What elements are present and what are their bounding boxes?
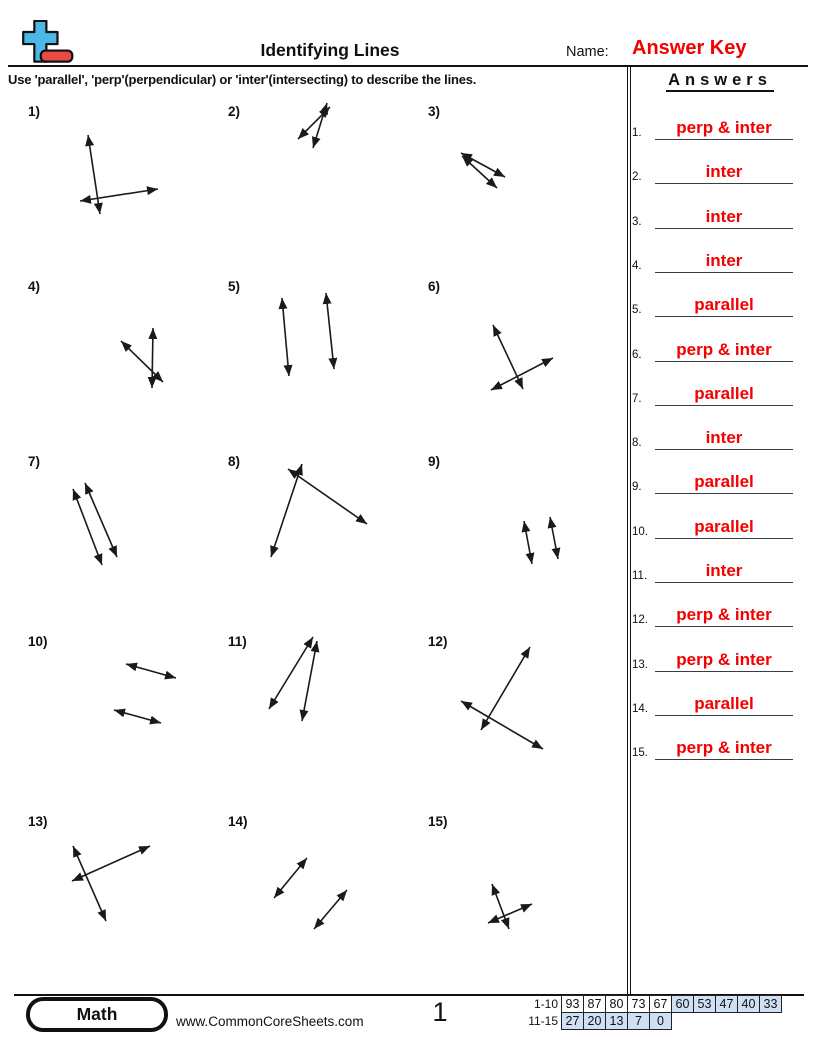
lines-figure xyxy=(420,450,620,622)
score-cell: 0 xyxy=(649,1012,672,1030)
answer-number: 2. xyxy=(632,171,642,184)
score-cell: 27 xyxy=(561,1012,584,1030)
answer-number: 7. xyxy=(632,392,642,405)
answer-text: parallel xyxy=(655,295,793,317)
problem-14 xyxy=(220,810,420,982)
problem-number: 2) xyxy=(228,104,241,119)
problem-number: 14) xyxy=(228,814,248,829)
lines-figure xyxy=(20,810,220,982)
problem-number: 4) xyxy=(28,279,41,294)
lines-figure xyxy=(220,630,420,802)
answer-row-2 xyxy=(630,154,794,184)
lines-figure xyxy=(420,810,620,982)
score-cell: 53 xyxy=(693,995,716,1013)
answer-row-8 xyxy=(630,420,794,450)
score-row-label: 11-15 xyxy=(528,1014,558,1028)
answer-row-9 xyxy=(630,464,794,494)
answer-text: inter xyxy=(655,428,793,450)
problem-number: 7) xyxy=(28,454,41,469)
problem-number: 12) xyxy=(428,634,448,649)
problem-number: 15) xyxy=(428,814,448,829)
page-title: Identifying Lines xyxy=(260,40,400,60)
score-cell: 7 xyxy=(627,1012,650,1030)
answer-row-11 xyxy=(630,553,794,583)
problem-5 xyxy=(220,275,420,447)
answer-text: parallel xyxy=(655,384,793,406)
answers-heading xyxy=(640,71,800,90)
answers-heading-text: Answers xyxy=(666,71,774,92)
answer-row-7 xyxy=(630,376,794,406)
subject-badge-label: Math xyxy=(30,1001,164,1028)
lines-figure xyxy=(420,275,620,447)
header-rule xyxy=(8,65,808,67)
problem-number: 3) xyxy=(428,104,441,119)
answer-row-15 xyxy=(630,730,794,760)
answer-number: 14. xyxy=(632,702,648,715)
score-grid xyxy=(520,995,782,1030)
answer-text: parallel xyxy=(655,517,793,539)
score-cell: 20 xyxy=(583,1012,606,1030)
problem-6 xyxy=(420,275,620,447)
answer-text: inter xyxy=(655,162,793,184)
score-row-label: 1-10 xyxy=(533,997,558,1011)
lines-figure xyxy=(20,630,220,802)
problem-number: 11) xyxy=(228,634,247,649)
answer-number: 10. xyxy=(632,525,648,538)
answer-row-5 xyxy=(630,287,794,317)
lines-figure xyxy=(20,450,220,622)
lines-figure xyxy=(420,100,620,272)
name-label: Name: xyxy=(566,44,609,60)
answer-row-14 xyxy=(630,686,794,716)
answer-text: perp & inter xyxy=(655,118,793,140)
problem-number: 1) xyxy=(28,104,41,119)
answer-text: parallel xyxy=(655,472,793,494)
problem-number: 8) xyxy=(228,454,241,469)
score-cell: 13 xyxy=(605,1012,628,1030)
problem-number: 5) xyxy=(228,279,241,294)
answer-number: 8. xyxy=(632,437,642,450)
score-row xyxy=(520,1012,782,1030)
answer-row-13 xyxy=(630,642,794,672)
score-cell: 33 xyxy=(759,995,782,1013)
score-cell: 73 xyxy=(627,995,650,1013)
lines-figure xyxy=(220,450,420,622)
problem-1 xyxy=(20,100,220,272)
problem-7 xyxy=(20,450,220,622)
score-cell: 67 xyxy=(649,995,672,1013)
answer-row-10 xyxy=(630,509,794,539)
answer-row-4 xyxy=(630,243,794,273)
problem-10 xyxy=(20,630,220,802)
score-cell: 40 xyxy=(737,995,760,1013)
lines-figure xyxy=(20,275,220,447)
score-cell: 80 xyxy=(605,995,628,1013)
answer-text: perp & inter xyxy=(655,650,793,672)
answer-number: 4. xyxy=(632,259,642,272)
answer-text: perp & inter xyxy=(655,738,793,760)
answer-number: 5. xyxy=(632,304,642,317)
answer-row-12 xyxy=(630,597,794,627)
lines-figure xyxy=(220,810,420,982)
subject-badge xyxy=(26,997,168,1032)
instruction-text: Use 'parallel', 'perp'(perpendicular) or 'inter'(intersecting) to describe the lines. xyxy=(8,72,477,87)
answer-key-label: Answer Key xyxy=(632,37,747,59)
problem-13 xyxy=(20,810,220,982)
problem-number: 10) xyxy=(28,634,48,649)
website-link[interactable]: www.CommonCoreSheets.com xyxy=(176,1014,364,1029)
problem-9 xyxy=(420,450,620,622)
problem-12 xyxy=(420,630,620,802)
answer-text: inter xyxy=(655,251,793,273)
score-cell: 47 xyxy=(715,995,738,1013)
problem-15 xyxy=(420,810,620,982)
score-row xyxy=(520,995,782,1013)
answer-text: parallel xyxy=(655,694,793,716)
problem-4 xyxy=(20,275,220,447)
answer-number: 1. xyxy=(632,127,642,139)
problem-3 xyxy=(420,100,620,272)
answer-text: perp & inter xyxy=(655,605,793,627)
lines-figure xyxy=(20,100,220,272)
answer-row-6 xyxy=(630,332,794,362)
problem-number: 6) xyxy=(428,279,441,294)
answer-row-1 xyxy=(630,110,794,140)
problem-8 xyxy=(220,450,420,622)
problem-2 xyxy=(220,100,420,272)
answer-row-3 xyxy=(630,199,794,229)
answer-number: 15. xyxy=(632,747,648,760)
answer-number: 6. xyxy=(632,348,642,361)
answer-text: inter xyxy=(655,561,793,583)
answer-number: 3. xyxy=(632,215,642,228)
answer-number: 12. xyxy=(632,614,648,627)
page-number: 1 xyxy=(432,997,448,1027)
answer-number: 13. xyxy=(632,658,648,671)
lines-figure xyxy=(420,630,620,802)
problem-11 xyxy=(220,630,420,802)
score-cell: 87 xyxy=(583,995,606,1013)
answer-text: inter xyxy=(655,207,793,229)
score-cell: 93 xyxy=(561,995,584,1013)
answer-number: 11. xyxy=(632,570,648,582)
score-cell: 60 xyxy=(671,995,694,1013)
problem-number: 13) xyxy=(28,814,48,829)
lines-figure xyxy=(220,100,420,272)
answer-text: perp & inter xyxy=(655,340,793,362)
answer-number: 9. xyxy=(632,481,642,494)
lines-figure xyxy=(220,275,420,447)
problem-number: 9) xyxy=(428,454,441,469)
